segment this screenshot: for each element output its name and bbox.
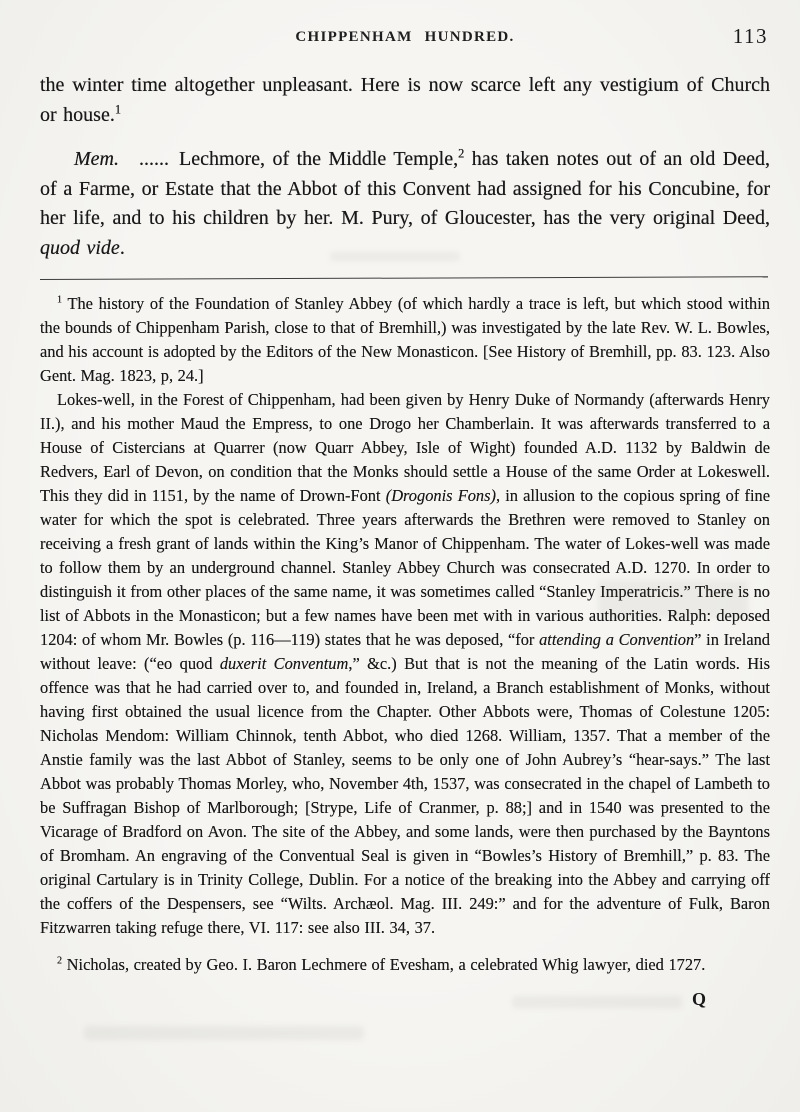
running-head bbox=[40, 24, 770, 48]
body-paragraph-1: the winter time altogether unpleasant. Here is now scarce left any vestigium of Church or house.$^1$ bbox=[40, 74, 770, 126]
scan-bleedthrough-artifact bbox=[84, 1026, 364, 1040]
footnote-divider bbox=[40, 276, 768, 280]
main-text bbox=[40, 71, 770, 263]
running-title: CHIPPENHAM HUNDRED. bbox=[295, 29, 515, 45]
footnote-2-paragraph-1: $^2$ Nicholas, created by Geo. I. Baron Lechmere of Evesham, a celebrated Whig lawyer, died 1727. bbox=[57, 955, 706, 974]
signature-mark: Q bbox=[691, 989, 706, 1009]
body-paragraph-2: Mem. ...... Lechmore, of the Middle Temple,$^2$ has taken notes out of an old Deed, of a Farme, or Estate that the Abbot of this Convent had assigned for his Concubine, for her life, and to his children by her. M. Pury, of Gloucester, has the very original Deed, quod vide. bbox=[40, 146, 770, 259]
footnote-1-paragraph-1: $^1$ The history of the Foundation of Stanley Abbey (of which hardly a trace is left, but which stood within the bounds of Chippenham Parish, close to that of Bremhill,) was investigated by the late Rev. W. L. Bowles, and his account is adopted by the Editors of the New Monasticon. [See History of Bremhill, pp. 83. 123. Also Gent. Mag. 1823, p, 24.] bbox=[40, 294, 770, 385]
footnotes bbox=[40, 292, 770, 977]
footnote-1-paragraph-2: Lokes-well, in the Forest of Chippenham, had been given by Henry Duke of Normandy (afterwards Henry II.), and his mother Maud the Empress, to one Drogo her Chamberlain. It was afterwards transferred to a House of Cistercians at Quarrer (now Quarr Abbey, Isle of Wight) founded A.D. 1132 by Baldwin de Redvers, Earl of Devon, on condition that the Monks should settle a House of the same Order at Lokeswell. This they did in 1151, by the name of Drown-Font (Drogonis Fons), in allusion to the copious spring of fine water for which the spot is celebrated. Three years afterwards the Brethren were removed to Stanley on receiving a fresh grant of lands within the King’s Manor of Chippenham. The water of Lokes-well was made to follow them by an underground channel. Stanley Abbey Church was consecrated A.D. 1270. In order to distinguish it from other places of the same name, it was sometimes called “Stanley Imperatricis.” There is no list of Abbots in the Monasticon; but a few names have been met with in various authorities. Ralph: deposed 1204: of whom Mr. Bowles (p. 116—119) states that he was deposed, “for attending a Convention” in Ireland without leave: (“eo quod duxerit Conventum,” &c.) But that is not the meaning of the Latin words. His offence was that he had carried over to, and founded in, Ireland, a Branch establishment of Monks, without having first obtained the usual licence from the Chapter. Other Abbots were, Thomas of Colestune 1205: Nicholas Mendom: William Chinnok, tenth Abbot, who died 1268. William, 1357. That a member of the Anstie family was the last Abbot of Stanley, seems to be only one of John Aubrey’s “hear-says.” The last Abbot was probably Thomas Morley, who, November 4th, 1537, was consecrated in the chapel of Lambeth to be Suffragan Bishop of Marlborough; [Strype, Life of Cranmer, p. 88;] and in 1540 was presented to the Vicarage of Bradford on Avon. The site of the Abbey, and some lands, were then purchased by the Bayntons of Bromham. An engraving of the Conventual Seal is given in “Bowles’s History of Bremhill,” p. 83. The original Cartulary is in Trinity College, Dublin. For a notice of the breaking into the Abbey and carrying off the coffers of the Despensers, see “Wilts. Archæol. Mag. III. 249:” and for the adventure of Fulk, Baron Fitzwarren taking refuge there, VI. 117: see also III. 34, 37. bbox=[40, 390, 770, 937]
page-number: 113 bbox=[732, 24, 768, 48]
